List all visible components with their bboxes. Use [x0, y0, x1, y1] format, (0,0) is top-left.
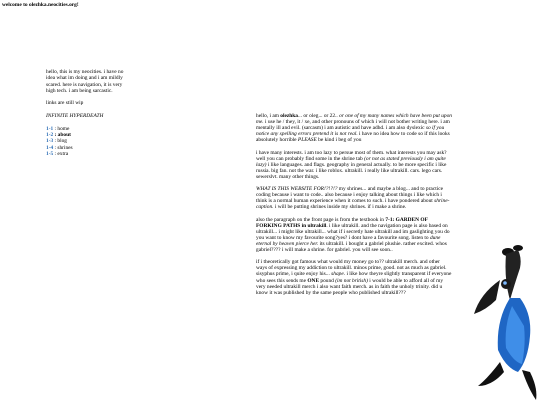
nav-label[interactable]: : home — [53, 125, 70, 132]
sidebar — [46, 69, 126, 157]
nav-label[interactable]: : shrines — [53, 144, 73, 151]
text: i have no idea how to code so if this looks absolutely horrible — [256, 131, 450, 144]
text: my shrines... and maybe a blog... and to practice coding because i want to code.. also because i enjoy talking about things i like which i think is a normal human experience when it comes to such. i have pondered about — [256, 186, 443, 205]
nav-number[interactable]: 1-5 — [46, 150, 54, 157]
bold-text: 7-1: GARDEN OF FORKING PATHS in ultrakill — [256, 216, 428, 229]
blue-frog-icon — [470, 240, 540, 405]
italic-text: (or not as stated previously i am quite lazy) — [256, 155, 446, 168]
ultrakill-paragraph — [256, 217, 452, 254]
bold-text: ONE — [307, 277, 320, 284]
nav-number[interactable]: 1-2 — [46, 131, 54, 138]
navigation-list — [46, 126, 126, 157]
text: also the paragraph on the front page is from the textbook in — [256, 216, 386, 223]
nav-label[interactable]: : extra — [53, 150, 69, 157]
text: ... or oleg... or 22.. — [297, 113, 340, 119]
text: i like how theyre slightly transparent if everyone who sees this sends me — [256, 271, 452, 284]
nav-item-extra[interactable] — [46, 151, 126, 157]
links-wip-note: links are still wip — [46, 100, 84, 107]
text: i like languages. and flags. geography in general actually. to be more specific i like russia. big fan. not the war. i like roblox. ultrakill. i really like ultrakill. cars. lego cars. sewerslvt. many other things. — [256, 161, 447, 180]
purpose-paragraph — [256, 186, 452, 210]
italic-text: WHAT IS THIS WEBSITE FOR!?!?!? — [256, 186, 338, 193]
nav-number[interactable]: 1-3 — [46, 138, 54, 145]
text: i would be able to afford all of my very needed ultrakill merch i also want faith merch. as in faith the unholy trinity. did u know it was published by the same people who published ultrakill??? — [256, 277, 444, 296]
interests-paragraph — [256, 150, 452, 180]
text: . i like ultrakill. and the navigation page is also based on ultrakill... i might like ultrakill... what if i secretly hate ultrakill and im gaslighting you do you want to know my favourite song?yes? i dont have a favourite song. listen to — [256, 222, 450, 241]
text: its ultrakill. i bought a gabriel plushie. rather excited. whos gabriel???? i will make a shrine. for gabriel. you will see soon.. — [256, 240, 447, 254]
merch-paragraph — [256, 259, 452, 296]
site-welcome-banner: welcome to olezhka.neocities.org! — [2, 2, 79, 8]
italic-text: (im not british) — [335, 277, 368, 284]
text: hello, i am — [256, 113, 281, 119]
text: pound — [319, 277, 336, 284]
italic-text: shrine-caption. — [256, 198, 450, 211]
text: be kind i beg of you — [316, 137, 362, 144]
text: i will be putting shrines inside my shrines. if i make a shrine. — [273, 204, 407, 211]
nav-number[interactable]: 1-4 — [46, 144, 54, 151]
italic-text: so if you notice any spelling errors pretend it is not real. — [256, 125, 445, 138]
italic-text: PLEASE — [297, 137, 317, 144]
text: if i theoretically got famous what would my money go to?? ultrakill merch. and other ways of expressing my addiction to ultrakill. minos prime, good. not as much as gabriel. sisyphus prime, i quite enjoy his... — [256, 259, 447, 278]
nav-number[interactable]: 1-1 — [46, 125, 54, 132]
text: i have many interests. i am too lazy to persue most of them. what interests you may ask? well you can probably find some in the shrine tab — [256, 149, 447, 162]
infinite-hyperdeath-heading: INFINITE HYPERDEATH — [46, 113, 104, 120]
italic-text: shape. — [331, 271, 346, 278]
intro-paragraph — [256, 113, 452, 143]
text: i use he / they, it / xe, and other pronouns of which i will not bother writing here. i am mentally ill and evil. (sarcasm) i am autistic and have adhd. i am also dyslexic — [256, 119, 450, 132]
italic-text: or one of my many names which have been put upon me. — [256, 113, 453, 126]
about-content — [256, 113, 452, 302]
name-text: olezhka — [280, 113, 298, 119]
nav-label[interactable]: : about — [53, 131, 71, 138]
nav-label[interactable]: : blog — [53, 138, 67, 145]
sidebar-intro: hello, this is my neocities. i have no idea what im doing and i am mildly scared. here is navigation, it is very high tech. i am being sarcastic. — [46, 69, 124, 94]
italic-text: dune eternal by heaven pierce her. — [256, 234, 441, 247]
